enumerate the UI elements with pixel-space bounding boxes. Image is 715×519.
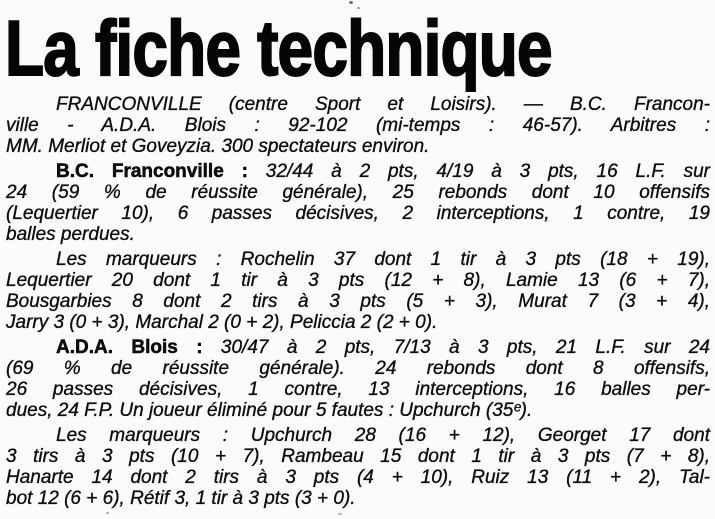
article-body <box>0 94 715 509</box>
line-text: FRANCONVILLE (centre Sport et Loisirs). — B.C. Francon- <box>56 94 710 115</box>
line-text: Les marqueurs : Upchurch 28 (16 + 12), Georget 17 dont <box>56 425 710 446</box>
text-line <box>6 291 710 312</box>
line-text: 3 tirs à 3 pts (10 + 7), Rambeau 15 dont 1 tir à 3 pts (7 + 8), <box>6 446 710 467</box>
team-name-lead: A.D.A. Blois : <box>56 337 203 358</box>
text-line <box>6 249 710 270</box>
text-line <box>6 115 710 136</box>
line-text: Lequertier 20 dont 1 tir à 3 pts (12 + 8), Lamie 13 (6 + 7), <box>6 270 710 291</box>
line-text: Les marqueurs : Rochelin 37 dont 1 tir à 3 pts (18 + 19), <box>56 249 710 270</box>
line-text: (69 % de réussite générale). 24 rebonds dont 8 offensifs, <box>6 358 710 379</box>
text-line <box>6 182 710 203</box>
team-name-lead: B.C. Franconville : <box>56 161 248 182</box>
line-text: Hanarte 14 dont 2 tirs à 3 pts (4 + 10), Ruiz 13 (11 + 2), Tal- <box>6 467 710 488</box>
text-line <box>6 446 710 467</box>
text-line <box>6 400 710 421</box>
text-line <box>6 312 710 333</box>
text-line <box>6 379 710 400</box>
line-text: 32/44 à 2 pts, 4/19 à 3 pts, 16 L.F. sur <box>265 161 711 182</box>
line-text: Bousgarbies 8 dont 2 tirs à 3 pts (5 + 3), Murat 7 (3 + 4), <box>6 291 710 312</box>
paragraph <box>6 425 710 509</box>
paragraph <box>6 337 710 421</box>
text-line <box>6 224 710 245</box>
line-text: 30/47 à 2 pts, 7/13 à 3 pts, 21 L.F. sur 24 <box>220 337 710 358</box>
line-text: 26 passes décisives, 1 contre, 13 interceptions, 16 balles per- <box>6 379 710 400</box>
line-text: 24 (59 % de réussite générale), 25 rebonds dont 10 offensifs <box>6 182 710 203</box>
paragraph <box>6 249 710 333</box>
line-text: (Lequertier 10), 6 passes décisives, 2 interceptions, 1 contre, 19 <box>6 203 710 224</box>
line-text: balles perdues. <box>6 224 135 245</box>
line-text: Jarry 3 (0 + 3), Marchal 2 (0 + 2), Peliccia 2 (2 + 0). <box>6 312 438 333</box>
text-line <box>6 467 710 488</box>
text-line <box>6 358 710 379</box>
paragraph <box>6 94 710 157</box>
article-title: La fiche technique <box>5 4 552 92</box>
line-text: bot 12 (6 + 6), Rétif 3, 1 tir à 3 pts (3 + 0). <box>6 488 356 509</box>
text-line <box>6 488 710 509</box>
text-line <box>6 161 710 182</box>
paragraph <box>6 161 710 245</box>
text-line <box>6 425 710 446</box>
text-line <box>6 337 710 358</box>
line-text: MM. Merliot et Goveyzia. 300 spectateurs environ. <box>6 136 430 157</box>
text-line <box>6 270 710 291</box>
text-line <box>6 94 710 115</box>
text-line <box>6 136 710 157</box>
text-line <box>6 203 710 224</box>
line-text: dues, 24 F.P. Un joueur éliminé pour 5 fautes : Upchurch (35ᵉ). <box>6 400 533 421</box>
line-text: ville - A.D.A. Blois : 92-102 (mi-temps : 46-57). Arbitres : <box>6 115 710 136</box>
scan-speck <box>106 512 109 514</box>
scan-speck <box>338 513 342 515</box>
